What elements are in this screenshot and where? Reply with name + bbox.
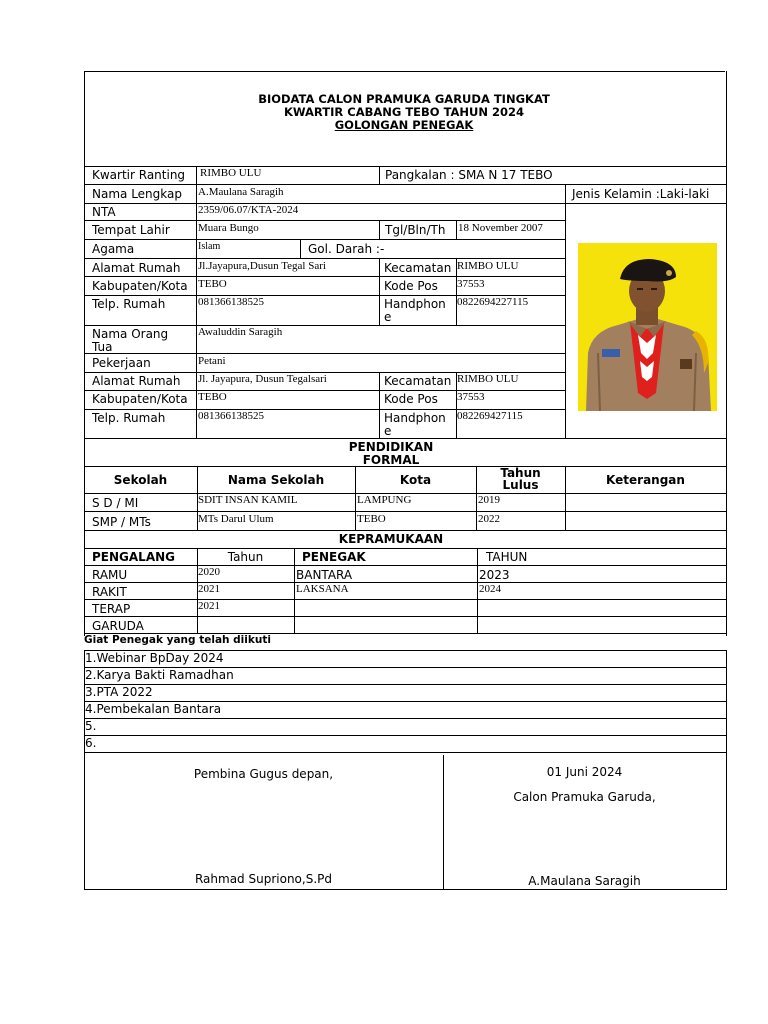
- scout-portrait-image: [578, 243, 717, 411]
- tahun-row-1: 2019: [478, 494, 500, 506]
- pengalang-row-1: RAMU: [92, 568, 128, 582]
- tgl-lahir-label: Tgl/Bln/Th: [385, 223, 446, 237]
- col-sekolah: Sekolah: [113, 473, 168, 487]
- penegak-row-2: LAKSANA: [296, 583, 349, 595]
- kode-pos-ortu-label: Kode Pos: [384, 392, 438, 406]
- calon-title: Calon Pramuka Garuda,: [513, 790, 656, 804]
- kwartir-ranting-label: Kwartir Ranting: [92, 168, 186, 182]
- giat-item-2: 2.Karya Bakti Ramadhan: [85, 668, 234, 682]
- pembina-title: Pembina Gugus depan,: [193, 767, 334, 781]
- tahun-penegak-row-2: 2024: [479, 583, 501, 595]
- giat-item-4: 4.Pembekalan Bantara: [85, 702, 222, 716]
- handphone-value: 0822694227115: [457, 296, 529, 308]
- agama-value: Islam: [198, 241, 221, 252]
- col-kota: Kota: [399, 473, 432, 487]
- tempat-lahir-value: Muara Bungo: [198, 222, 259, 234]
- pangkalan-value: Pangkalan : SMA N 17 TEBO: [385, 168, 553, 182]
- kode-pos-label: Kode Pos: [384, 279, 438, 293]
- telp-label: Telp. Rumah: [92, 297, 166, 311]
- col-nama-sekolah: Nama Sekolah: [227, 473, 325, 487]
- col-keterangan: Keterangan: [606, 473, 685, 487]
- kota-row-2: TEBO: [357, 513, 386, 525]
- kabupaten-value: TEBO: [198, 278, 227, 290]
- pembina-name: Rahmad Supriono,S.Pd: [194, 872, 332, 886]
- col-penegak: PENEGAK: [302, 550, 366, 564]
- telp-ortu-label: Telp. Rumah: [92, 411, 166, 425]
- kecamatan-ortu-label: Kecamatan: [384, 374, 452, 388]
- nama-sekolah-row-2: MTs Darul Ulum: [198, 513, 274, 525]
- nama-lengkap-label: Nama Lengkap: [92, 187, 182, 201]
- nta-label: NTA: [92, 205, 116, 219]
- handphone-ortu-label-1: Handphon: [384, 411, 446, 425]
- col-pengalang: PENGALANG: [92, 550, 175, 564]
- handphone-label-2: e: [384, 310, 392, 324]
- pengalang-row-3: TERAP: [92, 602, 131, 616]
- pekerjaan-value: Petani: [198, 355, 226, 367]
- student-photo: [578, 243, 717, 411]
- handphone-label-1: Handphon: [384, 297, 446, 311]
- kota-row-1: LAMPUNG: [357, 494, 412, 506]
- title-line-1: BIODATA CALON PRAMUKA GARUDA TINGKAT: [258, 92, 550, 106]
- pekerjaan-label: Pekerjaan: [92, 356, 151, 370]
- pengalang-row-2: RAKIT: [92, 585, 127, 599]
- pendidikan-title-1: PENDIDIKAN: [348, 440, 434, 454]
- giat-item-1: 1.Webinar BpDay 2024: [85, 651, 224, 665]
- kode-pos-ortu-value: 37553: [457, 391, 485, 403]
- col-tahun: Tahun: [500, 466, 541, 480]
- tahun-row-2: 2022: [478, 513, 500, 525]
- telp-value: 081366138525: [198, 296, 264, 308]
- giat-item-5: 5.: [85, 719, 97, 733]
- agama-label: Agama: [92, 242, 135, 256]
- handphone-ortu-value: 082269427115: [457, 410, 523, 422]
- pendidikan-title-2: FORMAL: [362, 453, 420, 467]
- signature-date: 01 Juni 2024: [546, 765, 623, 779]
- sekolah-row-1: S D / MI: [92, 496, 139, 510]
- nama-lengkap-value: A.Maulana Saragih: [198, 186, 284, 198]
- tahun-pengalang-row-2: 2021: [198, 583, 220, 595]
- title-line-2: KWARTIR CABANG TEBO TAHUN 2024: [283, 105, 525, 119]
- kode-pos-value: 37553: [457, 278, 485, 290]
- kecamatan-ortu-value: RIMBO ULU: [457, 373, 519, 385]
- alamat-label: Alamat Rumah: [92, 261, 181, 275]
- title-line-3: GOLONGAN PENEGAK: [334, 118, 474, 132]
- penegak-row-1: BANTARA: [296, 568, 353, 582]
- col-lulus: Lulus: [502, 478, 539, 492]
- jenis-kelamin-value: Jenis Kelamin :Laki-laki: [572, 187, 710, 201]
- giat-item-6: 6.: [85, 736, 97, 750]
- kabupaten-ortu-label: Kabupaten/Kota: [92, 392, 188, 406]
- kabupaten-ortu-value: TEBO: [198, 391, 227, 403]
- gol-darah-value: Gol. Darah :-: [308, 242, 385, 256]
- nta-value: 2359/06.07/KTA-2024: [198, 204, 299, 216]
- giat-item-3: 3.PTA 2022: [85, 685, 153, 699]
- sekolah-row-2: SMP / MTs: [92, 515, 151, 529]
- kecamatan-value: RIMBO ULU: [457, 260, 519, 272]
- tahun-penegak-row-1: 2023: [479, 568, 510, 582]
- calon-name: A.Maulana Saragih: [528, 874, 641, 888]
- nama-sekolah-row-1: SDIT INSAN KAMIL: [198, 494, 298, 506]
- nama-ortu-value: Awaluddin Saragih: [198, 326, 283, 338]
- telp-ortu-value: 081366138525: [198, 410, 264, 422]
- kwartir-ranting-value: RIMBO ULU: [200, 167, 262, 179]
- tempat-lahir-label: Tempat Lahir: [92, 223, 170, 237]
- tgl-lahir-value: 18 November 2007: [458, 222, 543, 234]
- kabupaten-label: Kabupaten/Kota: [92, 279, 188, 293]
- nama-ortu-label-1: Nama Orang: [92, 327, 169, 341]
- col-tahun-pengalang: Tahun: [227, 550, 264, 564]
- alamat-ortu-label: Alamat Rumah: [92, 374, 181, 388]
- kecamatan-label: Kecamatan: [384, 261, 452, 275]
- alamat-value: Jl.Jayapura,Dusun Tegal Sari: [198, 260, 326, 272]
- giat-title: Giat Penegak yang telah diikuti: [84, 634, 271, 646]
- tahun-pengalang-row-1: 2020: [198, 566, 220, 578]
- alamat-ortu-value: Jl. Jayapura, Dusun Tegalsari: [198, 373, 327, 385]
- pengalang-row-4: GARUDA: [92, 619, 144, 633]
- nama-ortu-label-2: Tua: [92, 340, 113, 354]
- kepramukaan-title: KEPRAMUKAAN: [338, 532, 444, 546]
- handphone-ortu-label-2: e: [384, 424, 392, 438]
- tahun-pengalang-row-3: 2021: [198, 600, 220, 612]
- col-tahun-penegak: TAHUN: [486, 550, 528, 564]
